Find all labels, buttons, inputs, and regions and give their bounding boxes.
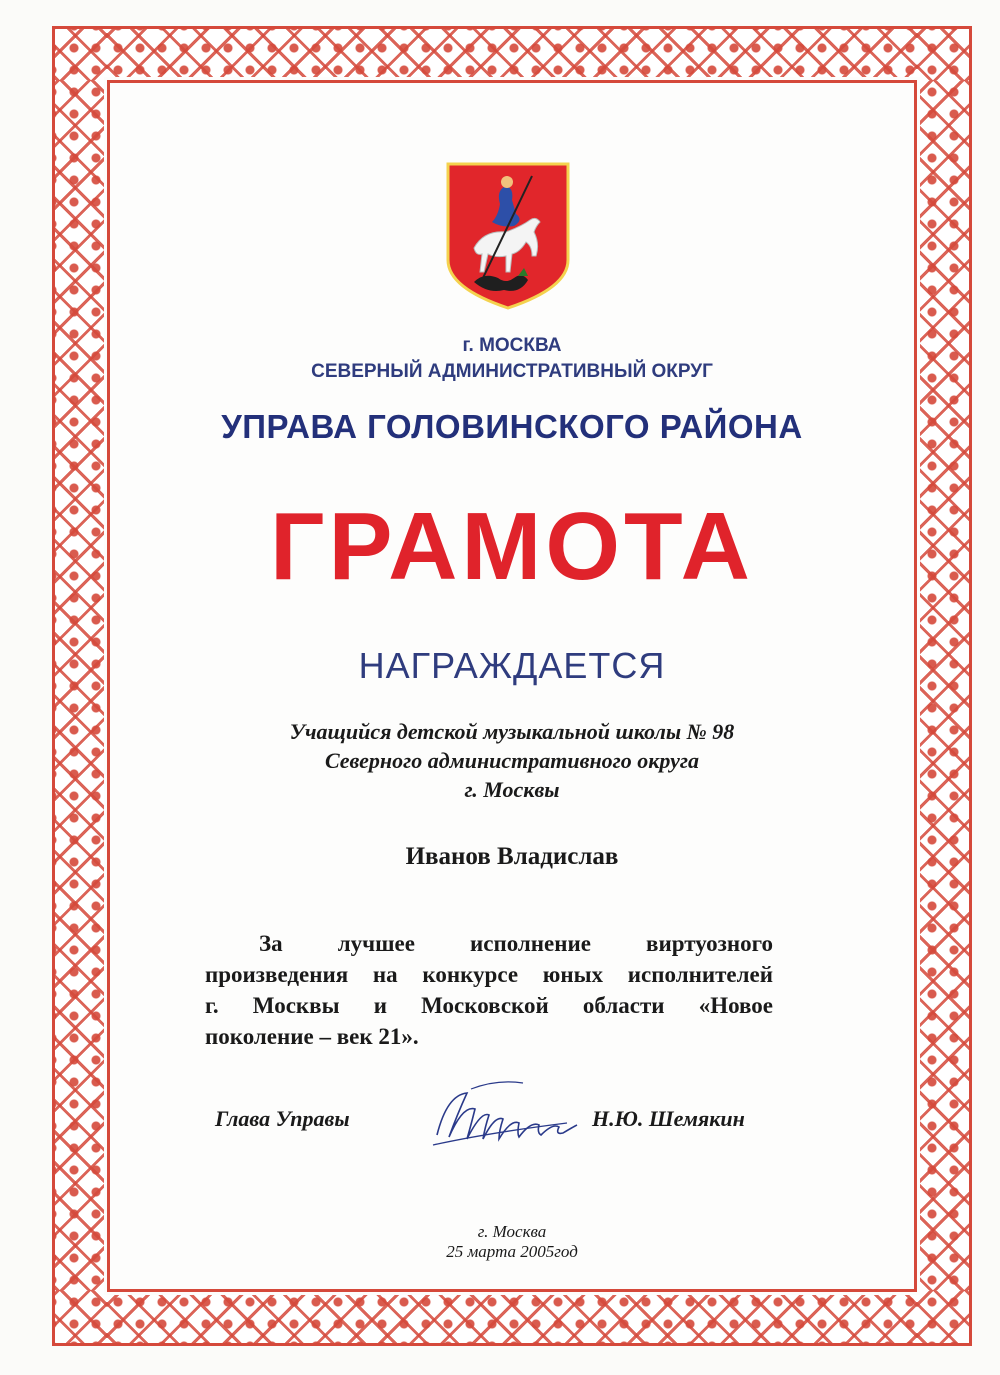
recipient-line: г. Москвы [464,777,560,802]
issue-date: 25 марта 2005год [446,1242,578,1261]
certificate-title: ГРАМОТА [270,493,754,600]
handwritten-signature [427,1075,587,1165]
okrug-heading: СЕВЕРНЫЙ АДМИНИСТРАТИВНЫЙ ОКРУГ [311,361,713,382]
uprava-heading: УПРАВА ГОЛОВИНСКОГО РАЙОНА [221,408,803,445]
reason-line: произведения на конкурсе юных исполнителей [205,962,773,987]
award-reason [205,928,773,1052]
city-heading: г. МОСКВА [462,335,562,356]
signatory-name: Н.Ю. Шемякин [592,1106,745,1131]
issue-place: г. Москва [477,1222,547,1241]
reason-line: поколение – век 21». [205,1024,419,1049]
certificate-content [107,80,917,1292]
recipient-line: Северного административного округа [324,748,700,773]
recipient-line: Учащийся детской музыкальной школы № 98 [289,719,735,744]
signatory-title: Глава Управы [215,1106,350,1131]
reason-line: г. Москвы и Московской области «Новое [205,993,773,1018]
recipient-name: Иванов Владислав [405,843,619,870]
awarded-label: НАГРАЖДАЕТСЯ [358,645,666,686]
recipient-description [107,717,917,804]
moscow-coat-of-arms-icon [444,160,572,312]
reason-line: За лучшее исполнение виртуозного [259,931,773,956]
